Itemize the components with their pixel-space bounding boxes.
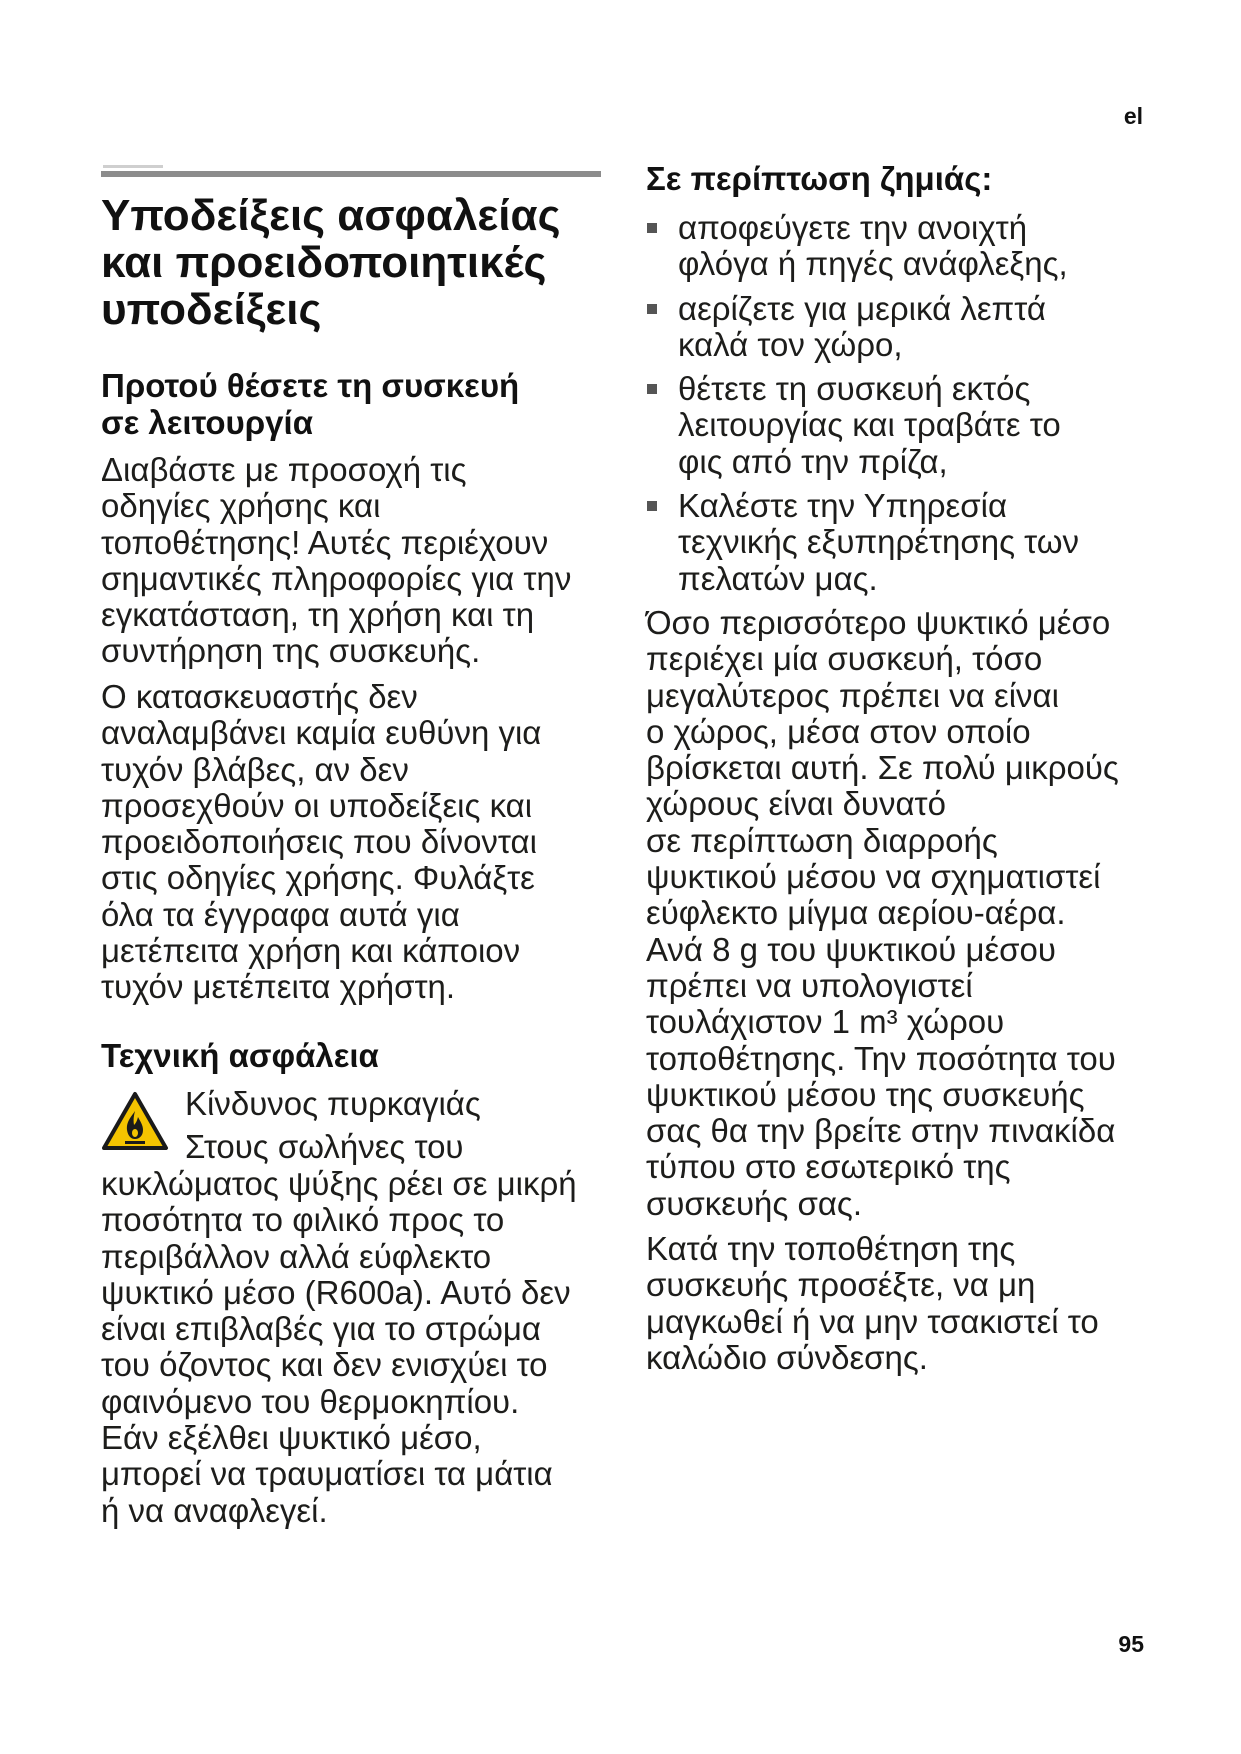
paragraph-line: σημαντικές πληροφορίες για την [101, 559, 572, 597]
cable-installation-paragraph [646, 1231, 1099, 1376]
heading-line: Προτού θέσετε τη συσκευή [101, 367, 520, 404]
warning-triangle [104, 1094, 166, 1148]
paragraph-line: τουλάχιστον 1 m³ χώρου [646, 1003, 1005, 1041]
list-item-line: θέτετε τη συσκευή εκτός [678, 370, 1031, 408]
paragraph-line: καλώδιο σύνδεσης. [646, 1338, 928, 1376]
paragraph-line: Στους σωλήνες του [185, 1128, 464, 1165]
paragraph-line: τυχόν μετέπειτα χρήστη. [101, 968, 456, 1006]
list-item [646, 488, 1079, 597]
square-bullet-icon [647, 384, 657, 394]
section-tag-mark [103, 165, 163, 168]
refrigerant-room-size-paragraph [646, 605, 1119, 1222]
paragraph-line: αναλαμβάνει καμία ευθύνη για [101, 714, 542, 752]
paragraph-line: βρίσκεται αυτή. Σε πολύ μικρούς [646, 749, 1119, 787]
page-number: 95 [1118, 1631, 1144, 1657]
paragraph-line: προειδοποιήσεις που δίνονται [101, 823, 537, 861]
list-item-line: φλόγα ή πηγές ανάφλεξης, [678, 245, 1068, 283]
paragraph-line: Ο κατασκευαστής δεν [101, 678, 418, 715]
list-item-line: πελατών μας. [678, 559, 878, 597]
warning-text [101, 1166, 577, 1529]
list-item-line: φις από την πρίζα, [678, 442, 948, 480]
paragraph-line: κυκλώματος ψύξης ρέει σε μικρή [101, 1165, 577, 1202]
paragraph-line: περιέχει μία συσκευή, τόσο [646, 640, 1043, 678]
paragraph-line: σε περίπτωση διαρροής [646, 821, 998, 859]
warning-text-first-line [185, 1129, 463, 1165]
square-bullet-icon [647, 501, 657, 511]
flame-base [125, 1141, 145, 1144]
section-rule [101, 171, 601, 177]
section-title [101, 192, 560, 333]
paragraph-line: ψυκτικού μέσου της συσκευής [646, 1075, 1085, 1113]
paragraph-line: μεγαλύτερος πρέπει να είναι [646, 676, 1059, 714]
paragraph-line: στις οδηγίες χρήσης. Φυλάξτε [101, 859, 535, 897]
flame-core [132, 1129, 138, 1137]
paragraph-line: συσκευής σας. [646, 1184, 862, 1222]
paragraph-line: συντήρηση της συσκευής. [101, 632, 481, 670]
paragraph-line: του όζοντος και δεν ενισχύει το [101, 1346, 548, 1384]
damage-heading [646, 160, 992, 197]
list-item [646, 291, 1079, 364]
paragraph-line: συσκευής προσέξτε, να μη [646, 1266, 1036, 1304]
warning-title [185, 1086, 481, 1122]
section-title-line: Υποδείξεις ασφαλείας [101, 191, 561, 240]
paragraph-line: τοποθέτησης! Αυτές περιέχουν [101, 523, 549, 561]
paragraph-line: ο χώρος, μέσα στον οποίο [646, 712, 1031, 750]
list-item-line: αποφεύγετε την ανοιχτή [678, 209, 1028, 246]
technical-safety-heading [101, 1037, 379, 1074]
fire-hazard-warning-icon [101, 1090, 169, 1152]
paragraph-line: προσεχθούν οι υποδείξεις και [101, 786, 533, 824]
paragraph-line: Διαβάστε με προσοχή τις [101, 451, 467, 488]
paragraph-line: μετέπειτα χρήση και κάποιον [101, 932, 521, 970]
liability-paragraph [101, 679, 541, 1006]
square-bullet-icon [647, 223, 657, 233]
before-use-heading [101, 367, 519, 441]
paragraph-line: χώρους είναι δυνατό [646, 785, 946, 823]
paragraph-line: τύπου στο εσωτερικό της [646, 1148, 1011, 1186]
paragraph-line: εύφλεκτο μίγμα αερίου-αέρα. [646, 894, 1066, 932]
paragraph-line: Ανά 8 g του ψυκτικού μέσου [646, 930, 1056, 968]
language-code: el [1123, 103, 1143, 129]
paragraph-line: περιβάλλον αλλά εύφλεκτο [101, 1237, 492, 1275]
paragraph-line: ψυκτικό μέσο (R600a). Αυτό δεν [101, 1273, 571, 1311]
list-item-line: αερίζετε για μερικά λεπτά [678, 289, 1046, 327]
paragraph-line: Εάν εξέλθει ψυκτικό μέσο, [101, 1419, 482, 1457]
section-title-line: υποδείξεις [101, 285, 322, 334]
paragraph-line: τοποθέτησης. Την ποσότητα του [646, 1039, 1116, 1077]
square-bullet-icon [647, 304, 657, 314]
paragraph-line: φαινόμενο του θερμοκηπίου. [101, 1382, 520, 1420]
warning-title-line: Κίνδυνος πυρκαγιάς [185, 1085, 481, 1122]
paragraph-line: μαγκωθεί ή να μην τσακιστεί το [646, 1302, 1099, 1340]
list-item-line: λειτουργίας και τραβάτε το [678, 406, 1061, 444]
paragraph-line: ποσότητα το φιλικό προς το [101, 1201, 505, 1239]
paragraph-line: πρέπει να υπολογιστεί [646, 966, 973, 1004]
list-item-line: τεχνικής εξυπηρέτησης των [678, 523, 1079, 561]
heading-line: Σε περίπτωση ζημιάς: [646, 160, 993, 197]
paragraph-line: ή να αναφλεγεί. [101, 1491, 328, 1529]
paragraph-line: όλα τα έγγραφα αυτά για [101, 895, 460, 933]
paragraph-line: οδηγίες χρήσης και [101, 487, 381, 525]
heading-line: Τεχνική ασφάλεια [101, 1037, 379, 1074]
paragraph-line: εγκατάσταση, τη χρήση και τη [101, 596, 535, 634]
damage-list [646, 210, 1079, 597]
list-item [646, 210, 1079, 283]
paragraph-line: Κατά την τοποθέτηση της [646, 1230, 1016, 1267]
paragraph-line: σας θα την βρείτε στην πινακίδα [646, 1112, 1116, 1150]
paragraph-line: είναι επιβλαβές για το στρώμα [101, 1310, 541, 1348]
paragraph-line: τυχόν βλάβες, αν δεν [101, 750, 409, 788]
list-item-line: καλά τον χώρο, [678, 325, 903, 363]
heading-line: σε λειτουργία [101, 404, 313, 441]
section-title-line: και προειδοποιητικές [101, 238, 547, 287]
list-item-line: Καλέστε την Υπηρεσία [678, 487, 1008, 525]
list-item [646, 371, 1079, 480]
paragraph-line: μπορεί να τραυματίσει τα μάτια [101, 1455, 553, 1493]
paragraph-line: Όσο περισσότερο ψυκτικό μέσο [646, 604, 1111, 641]
read-instructions-paragraph [101, 452, 571, 670]
paragraph-line: ψυκτικού μέσου να σχηματιστεί [646, 858, 1101, 896]
